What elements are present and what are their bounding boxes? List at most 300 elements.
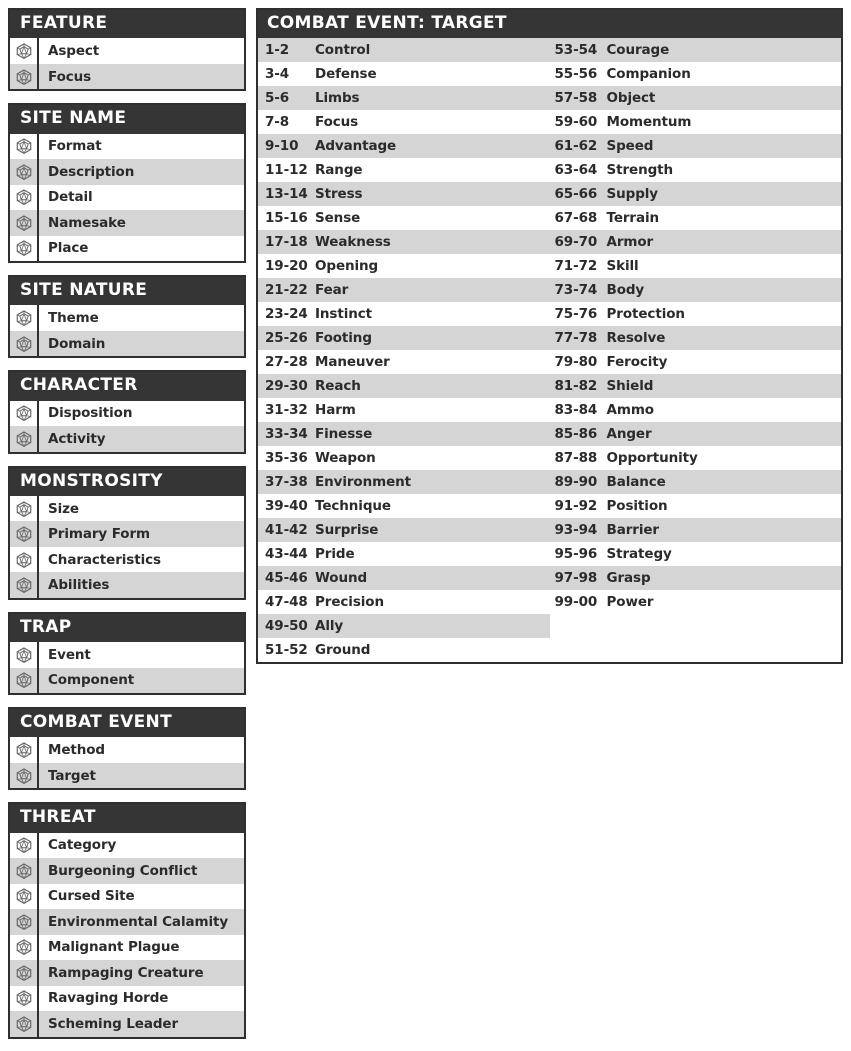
table-cell-group-right [550, 162, 842, 178]
table-row [258, 614, 841, 638]
oracle-card [8, 103, 246, 263]
roll-result: Ferocity [606, 354, 668, 371]
table-cell-group-right [550, 354, 842, 370]
roll-die-button[interactable] [10, 64, 39, 90]
table-cell-group-right [550, 570, 842, 586]
table-cell-group-right [550, 186, 842, 202]
d20-die-icon [16, 215, 32, 231]
d20-die-icon [16, 863, 32, 879]
roll-result: Finesse [315, 426, 373, 443]
oracle-row[interactable] [10, 884, 244, 910]
roll-result: Environment [315, 474, 411, 491]
oracle-card-title: COMBAT EVENT [10, 709, 244, 737]
oracle-card [8, 466, 246, 600]
roll-range: 41-42 [265, 522, 308, 539]
table-cell-group-left [258, 474, 550, 490]
oracle-card [8, 275, 246, 358]
roll-range: 49-50 [265, 618, 308, 635]
roll-result: Fear [315, 282, 349, 299]
roll-range: 1-2 [265, 42, 290, 59]
roll-range: 85-86 [554, 426, 598, 443]
table-row [258, 206, 841, 230]
oracle-row-label: Description [48, 163, 135, 180]
table-cell-group-right [550, 66, 842, 82]
roll-result: Maneuver [315, 354, 390, 371]
roll-die-button[interactable] [10, 547, 39, 573]
oracle-card [8, 8, 246, 91]
d20-die-icon [16, 189, 32, 205]
table-row [258, 638, 841, 662]
roll-result: Skill [606, 258, 639, 275]
table-cell-group-right [550, 210, 842, 226]
oracle-row-label: Abilities [48, 577, 110, 593]
oracle-row-label: Place [48, 240, 89, 257]
table-row [258, 350, 841, 374]
table-row [258, 326, 841, 350]
oracle-row[interactable] [10, 426, 244, 452]
d20-die-icon [16, 43, 32, 59]
roll-result: Instinct [315, 306, 373, 323]
oracle-card-rows [10, 38, 244, 89]
oracle-row-label: Cursed Site [48, 888, 135, 905]
roll-die-button[interactable] [10, 331, 39, 357]
roll-result: Power [606, 594, 654, 611]
oracle-row[interactable] [10, 763, 244, 789]
roll-range: 77-78 [554, 330, 598, 347]
table-cell-group-left [258, 330, 550, 346]
table-row [258, 590, 841, 614]
roll-result: Reach [315, 378, 361, 395]
oracle-row[interactable] [10, 833, 244, 859]
table-cell-group-left [258, 378, 550, 394]
roll-result: Strategy [606, 546, 672, 563]
roll-result: Supply [606, 186, 658, 203]
roll-die-button[interactable] [10, 884, 39, 910]
table-cell-group-left [258, 282, 550, 298]
table-cell-group-right [550, 90, 842, 106]
roll-die-button[interactable] [10, 236, 39, 262]
roll-result: Advantage [315, 138, 397, 155]
table-cell-group-right [550, 138, 842, 154]
table-row [258, 542, 841, 566]
roll-die-button[interactable] [10, 572, 39, 598]
table-cell-group-right [550, 330, 842, 346]
roll-result: Wound [315, 570, 368, 587]
table-cell-group-right [550, 258, 842, 274]
result-table-panel [256, 8, 843, 664]
table-cell-group-left [258, 426, 550, 442]
roll-result: Speed [606, 138, 654, 155]
table-cell-group-left [258, 642, 550, 658]
table-cell-group-left [258, 114, 550, 130]
roll-result: Precision [315, 594, 384, 611]
roll-range: 87-88 [554, 450, 598, 467]
d20-die-icon [16, 552, 32, 568]
oracle-card-rows [10, 737, 244, 788]
roll-range: 95-96 [554, 546, 598, 563]
table-row [258, 302, 841, 326]
roll-die-button[interactable] [10, 909, 39, 935]
oracle-card [8, 802, 246, 1038]
oracle-card [8, 707, 246, 790]
roll-range: 17-18 [265, 234, 308, 251]
oracle-row-label: Namesake [48, 214, 126, 231]
oracle-row[interactable] [10, 496, 244, 522]
d20-die-icon [16, 69, 32, 85]
roll-range: 67-68 [554, 210, 598, 227]
d20-die-icon [16, 939, 32, 955]
d20-die-icon [16, 888, 32, 904]
oracle-row[interactable] [10, 547, 244, 573]
oracle-card-title: TRAP [10, 614, 244, 642]
roll-result: Pride [315, 546, 355, 563]
oracle-row-label: Burgeoning Conflict [48, 862, 198, 879]
table-cell-group-right [550, 402, 842, 418]
roll-range: 33-34 [265, 426, 308, 443]
roll-range: 31-32 [265, 402, 308, 419]
d20-die-icon [16, 431, 32, 447]
oracle-row[interactable] [10, 134, 244, 160]
table-cell-group-left [258, 138, 550, 154]
table-row [258, 470, 841, 494]
table-row [258, 518, 841, 542]
roll-range: 69-70 [554, 234, 598, 251]
oracle-row-label: Scheming Leader [48, 1015, 179, 1032]
roll-result: Shield [606, 378, 654, 395]
oracle-row-label: Domain [48, 335, 106, 352]
d20-die-icon [16, 310, 32, 326]
table-cell-group-left [258, 570, 550, 586]
d20-die-icon [16, 672, 32, 688]
d20-die-icon [16, 990, 32, 1006]
roll-result: Control [315, 42, 371, 59]
roll-result: Sense [315, 210, 361, 227]
table-cell-group-right [550, 282, 842, 298]
roll-range: 37-38 [265, 474, 308, 491]
roll-die-button[interactable] [10, 1011, 39, 1037]
roll-range: 53-54 [554, 42, 598, 59]
roll-result: Armor [606, 234, 654, 251]
roll-range: 55-56 [554, 66, 598, 83]
roll-die-button[interactable] [10, 401, 39, 427]
roll-range: 9-10 [265, 138, 299, 155]
table-row [258, 158, 841, 182]
roll-range: 57-58 [554, 90, 598, 107]
oracle-row-label: Primary Form [48, 526, 150, 542]
oracle-row[interactable] [10, 909, 244, 935]
oracle-row[interactable] [10, 858, 244, 884]
oracle-row[interactable] [10, 642, 244, 668]
d20-die-icon [16, 914, 32, 930]
d20-die-icon [16, 164, 32, 180]
roll-range: 35-36 [265, 450, 308, 467]
roll-result: Harm [315, 402, 356, 419]
roll-result: Limbs [315, 90, 360, 107]
table-cell-group-right [550, 546, 842, 562]
roll-range: 15-16 [265, 210, 308, 227]
roll-result: Surprise [315, 522, 379, 539]
roll-result: Body [606, 282, 645, 299]
roll-result: Technique [315, 498, 391, 515]
roll-range: 19-20 [265, 258, 308, 275]
oracle-row[interactable] [10, 331, 244, 357]
oracle-row-label: Activity [48, 430, 106, 447]
roll-range: 25-26 [265, 330, 308, 347]
oracle-card-title: SITE NAME [10, 105, 244, 133]
roll-die-button[interactable] [10, 185, 39, 211]
roll-result: Strength [606, 162, 674, 179]
table-cell-group-left [258, 594, 550, 610]
result-table-body [258, 38, 841, 662]
result-table-title: COMBAT EVENT: TARGET [258, 10, 841, 38]
oracle-sidebar [8, 8, 246, 1051]
roll-die-button[interactable] [10, 668, 39, 694]
table-cell-group-left [258, 210, 550, 226]
roll-result: Ground [315, 642, 371, 659]
roll-die-button[interactable] [10, 210, 39, 236]
table-row [258, 182, 841, 206]
table-cell-group-right [550, 594, 842, 610]
oracle-row-label: Disposition [48, 405, 133, 422]
oracle-row-label: Ravaging Horde [48, 990, 169, 1007]
roll-range: 79-80 [554, 354, 598, 371]
roll-range: 61-62 [554, 138, 598, 155]
table-cell-group-left [258, 618, 550, 634]
roll-result: Opening [315, 258, 379, 275]
table-row [258, 230, 841, 254]
table-cell-group-left [258, 546, 550, 562]
roll-range: 63-64 [554, 162, 598, 179]
roll-die-button[interactable] [10, 763, 39, 789]
roll-result: Position [606, 498, 668, 515]
roll-result: Object [606, 90, 656, 107]
d20-die-icon [16, 138, 32, 154]
roll-result: Grasp [606, 570, 651, 587]
table-row [258, 374, 841, 398]
roll-result: Ally [315, 618, 344, 635]
roll-range: 93-94 [554, 522, 598, 539]
d20-die-icon [16, 336, 32, 352]
roll-range: 99-00 [554, 594, 598, 611]
roll-die-button[interactable] [10, 935, 39, 961]
roll-result: Barrier [606, 522, 659, 539]
table-cell-group-right [550, 522, 842, 538]
roll-range: 81-82 [554, 378, 598, 395]
roll-die-button[interactable] [10, 960, 39, 986]
table-cell-group-right [550, 234, 842, 250]
oracle-row[interactable] [10, 935, 244, 961]
table-cell-group-right [550, 450, 842, 466]
oracle-row-label: Characteristics [48, 551, 161, 568]
roll-range: 29-30 [265, 378, 308, 395]
oracle-row[interactable] [10, 185, 244, 211]
table-cell-group-left [258, 354, 550, 370]
oracle-row-label: Format [48, 138, 102, 155]
roll-die-button[interactable] [10, 521, 39, 547]
roll-range: 73-74 [554, 282, 598, 299]
d20-die-icon [16, 577, 32, 593]
oracle-card-rows [10, 305, 244, 356]
roll-result: Opportunity [606, 450, 698, 467]
oracle-card-rows [10, 134, 244, 262]
table-row [258, 134, 841, 158]
table-cell-group-right [550, 378, 842, 394]
table-cell-group-left [258, 306, 550, 322]
roll-result: Protection [606, 306, 685, 323]
d20-die-icon [16, 768, 32, 784]
table-cell-group-right [550, 474, 842, 490]
oracle-row[interactable] [10, 1011, 244, 1037]
oracle-row[interactable] [10, 305, 244, 331]
table-cell-group-right [550, 42, 842, 58]
table-row [258, 398, 841, 422]
oracle-row-label: Theme [48, 310, 99, 326]
table-cell-group-right [550, 426, 842, 442]
roll-die-button[interactable] [10, 858, 39, 884]
roll-die-button[interactable] [10, 38, 39, 64]
table-cell-group-left [258, 234, 550, 250]
roll-result: Ammo [606, 402, 654, 419]
roll-die-button[interactable] [10, 496, 39, 522]
table-cell-group-right [550, 114, 842, 130]
table-cell-group-left [258, 66, 550, 82]
table-row [258, 110, 841, 134]
table-cell-group-left [258, 498, 550, 514]
table-row [258, 422, 841, 446]
d20-die-icon [16, 1016, 32, 1032]
d20-die-icon [16, 742, 32, 758]
d20-die-icon [16, 647, 32, 663]
roll-range: 21-22 [265, 282, 308, 299]
roll-result: Balance [606, 474, 666, 491]
oracle-card [8, 612, 246, 695]
roll-range: 13-14 [265, 186, 308, 203]
roll-range: 7-8 [265, 114, 290, 131]
table-cell-group-left [258, 186, 550, 202]
oracle-row[interactable] [10, 236, 244, 262]
table-cell-group-right [550, 498, 842, 514]
roll-result: Momentum [606, 114, 692, 131]
oracle-card-rows [10, 642, 244, 693]
table-row [258, 254, 841, 278]
table-cell-group-left [258, 450, 550, 466]
oracle-card-rows [10, 496, 244, 598]
table-row [258, 278, 841, 302]
roll-range: 51-52 [265, 642, 308, 659]
table-row [258, 566, 841, 590]
oracle-card [8, 370, 246, 453]
oracle-row-label: Rampaging Creature [48, 964, 204, 981]
roll-die-button[interactable] [10, 642, 39, 668]
roll-result: Weapon [315, 450, 376, 467]
d20-die-icon [16, 405, 32, 421]
roll-range: 39-40 [265, 498, 308, 515]
table-cell-group-left [258, 90, 550, 106]
roll-range: 43-44 [265, 546, 308, 563]
roll-die-button[interactable] [10, 986, 39, 1012]
roll-result: Focus [315, 114, 359, 131]
table-cell-group-left [258, 162, 550, 178]
roll-result: Stress [315, 186, 363, 203]
oracle-row[interactable] [10, 521, 244, 547]
roll-range: 45-46 [265, 570, 308, 587]
roll-range: 47-48 [265, 594, 308, 611]
oracle-row[interactable] [10, 210, 244, 236]
table-cell-group-right [550, 306, 842, 322]
oracle-row[interactable] [10, 159, 244, 185]
roll-die-button[interactable] [10, 737, 39, 763]
oracle-row[interactable] [10, 986, 244, 1012]
roll-die-button[interactable] [10, 833, 39, 859]
roll-range: 71-72 [554, 258, 598, 275]
oracle-row[interactable] [10, 572, 244, 598]
oracle-row[interactable] [10, 960, 244, 986]
oracle-row-label: Event [48, 646, 91, 663]
table-row [258, 62, 841, 86]
roll-range: 5-6 [265, 90, 290, 107]
oracle-row-label: Category [48, 837, 117, 854]
roll-range: 97-98 [554, 570, 598, 587]
d20-die-icon [16, 965, 32, 981]
table-cell-group-left [258, 522, 550, 538]
roll-range: 59-60 [554, 114, 598, 131]
oracle-card-title: SITE NATURE [10, 277, 244, 305]
roll-range: 11-12 [265, 162, 308, 179]
roll-range: 75-76 [554, 306, 598, 323]
roll-range: 23-24 [265, 306, 308, 323]
roll-range: 65-66 [554, 186, 598, 203]
roll-die-button[interactable] [10, 426, 39, 452]
oracle-card-title: THREAT [10, 804, 244, 832]
roll-die-button[interactable] [10, 159, 39, 185]
oracle-card-rows [10, 401, 244, 452]
roll-range: 3-4 [265, 66, 290, 83]
d20-die-icon [16, 240, 32, 256]
table-row [258, 86, 841, 110]
d20-die-icon [16, 837, 32, 853]
roll-result: Terrain [606, 210, 660, 227]
oracle-row[interactable] [10, 401, 244, 427]
table-row [258, 494, 841, 518]
oracle-row[interactable] [10, 668, 244, 694]
oracle-row-label: Method [48, 742, 105, 758]
oracle-row-label: Aspect [48, 43, 100, 59]
roll-range: 27-28 [265, 354, 308, 371]
table-row [258, 38, 841, 62]
d20-die-icon [16, 526, 32, 542]
oracle-row[interactable] [10, 38, 244, 64]
oracle-row-label: Size [48, 500, 79, 517]
oracle-card-title: FEATURE [10, 10, 244, 38]
oracle-row-label: Detail [48, 189, 93, 206]
roll-result: Anger [606, 426, 652, 443]
roll-result: Courage [606, 42, 670, 59]
oracle-row[interactable] [10, 737, 244, 763]
oracle-row-label: Focus [48, 68, 92, 85]
roll-range: 83-84 [554, 402, 598, 419]
table-cell-group-left [258, 42, 550, 58]
table-cell-group-left [258, 258, 550, 274]
table-cell-group-left [258, 402, 550, 418]
roll-die-button[interactable] [10, 134, 39, 160]
roll-result: Companion [606, 66, 691, 83]
d20-die-icon [16, 501, 32, 517]
oracle-row[interactable] [10, 64, 244, 90]
roll-result: Range [315, 162, 363, 179]
roll-die-button[interactable] [10, 305, 39, 331]
oracle-row-label: Component [48, 672, 135, 689]
table-row [258, 446, 841, 470]
